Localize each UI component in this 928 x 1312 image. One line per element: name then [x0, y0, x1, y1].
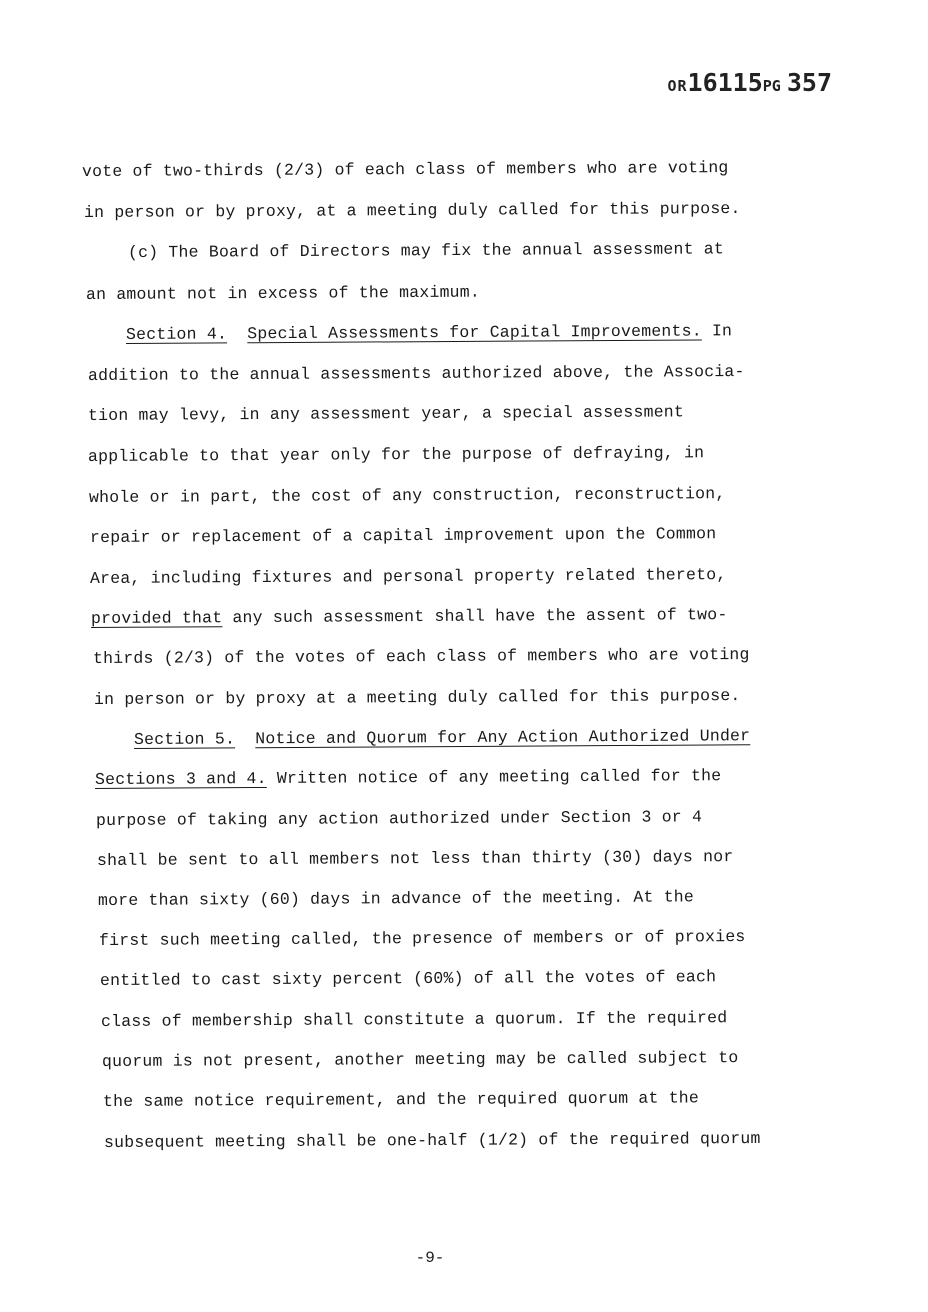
- text-line-10: repair or replacement of a capital improvement upon the Common: [89, 524, 717, 547]
- section-5-heading: [134, 726, 750, 749]
- text-line-23: quorum is not present, another meeting may be called subject to: [101, 1048, 739, 1071]
- section-5-title-continued: Sections 3 and 4.: [94, 768, 267, 789]
- text-line-22: class of membership shall constitute a quorum. If the required: [100, 1008, 728, 1031]
- text-line-16: Sections 3 and 4. Written notice of any meeting called for the: [94, 766, 722, 789]
- record-prefix: OR: [667, 77, 688, 95]
- text-line-6: addition to the annual assessments authorized above, the Associa-: [87, 361, 745, 385]
- text-line-19: more than sixty (60) days in advance of the meeting. At the: [97, 887, 695, 910]
- section-4-heading: Section 4. Special Assessments for Capital Improvements. In: [125, 321, 733, 344]
- text-line-4: an amount not in excess of the maximum.: [85, 282, 481, 304]
- text-line-12: provided that any such assessment shall have the assent of two-: [90, 605, 728, 628]
- text-line-21: entitled to cast sixty percent (60%) of all the votes of each: [99, 967, 717, 990]
- section-4-title: Special Assessments for Capital Improvements.: [247, 321, 702, 344]
- page-number: -9-: [415, 1249, 445, 1267]
- text-line-9: whole or in part, the cost of any construction, reconstruction,: [88, 484, 726, 507]
- text-line-8: applicable to that year only for the purpose of defraying, in: [87, 443, 705, 466]
- book-number: 16115: [687, 68, 763, 97]
- text-line-13: thirds (2/3) of the votes of each class of members who are voting: [92, 644, 750, 668]
- text-line-14: in person or by proxy at a meeting duly called for this purpose.: [93, 686, 741, 709]
- section-5-number: Section 5.: [133, 729, 236, 749]
- section-4-number: Section 4.: [125, 324, 228, 344]
- page-marker: PG: [762, 77, 781, 95]
- text-line-1: vote of two-thirds (2/3) of each class of members who are voting: [81, 158, 729, 181]
- text-line-24: the same notice requirement, and the required quorum at the: [102, 1088, 700, 1111]
- section-5-title: Notice and Quorum for Any Action Authorized Under: [255, 726, 751, 749]
- text-line-11: Area, including fixtures and personal property related thereto,: [89, 565, 727, 588]
- text-line-17: purpose of taking any action authorized under Section 3 or 4: [95, 807, 703, 830]
- text-line-7: tion may levy, in any assessment year, a special assessment: [87, 402, 685, 425]
- recorded-page-number: 357: [786, 68, 832, 97]
- subsection-c: (c) The Board of Directors may fix the annual assessment at: [127, 239, 725, 262]
- recording-stamp: [667, 68, 832, 97]
- provided-that-clause: provided that: [90, 608, 223, 628]
- text-line-25: subsequent meeting shall be one-half (1/2) of the required quorum: [103, 1128, 761, 1152]
- text-line-18: shall be sent to all members not less than thirty (30) days nor: [96, 847, 734, 870]
- text-line-20: first such meeting called, the presence of members or of proxies: [98, 927, 746, 950]
- text-line-2: in person or by proxy, at a meeting duly called for this purpose.: [83, 198, 741, 222]
